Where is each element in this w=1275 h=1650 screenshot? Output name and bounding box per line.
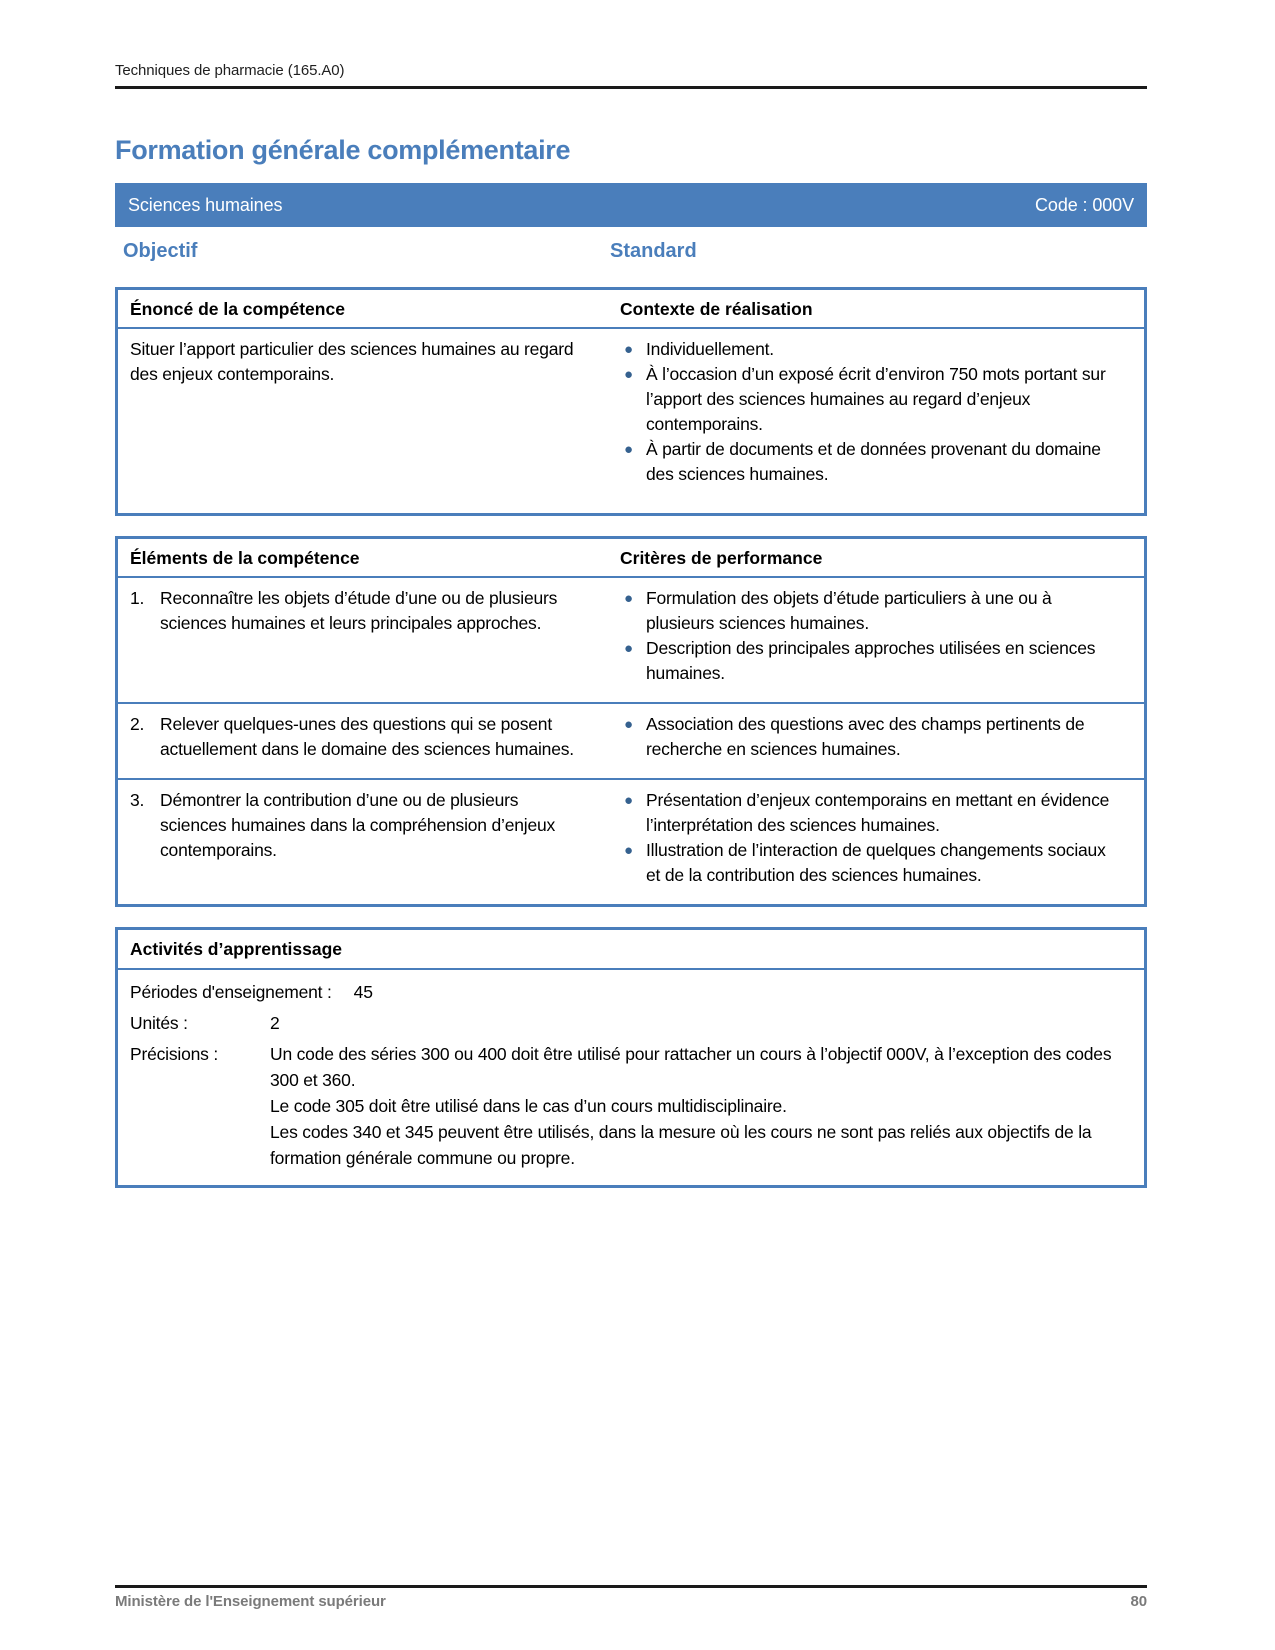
contexte-cell: [608, 329, 1144, 513]
criteria-cell: [608, 780, 1144, 904]
criteria-cell: [608, 704, 1144, 778]
element-number: 1.: [130, 588, 145, 608]
bullet-icon: ●: [624, 640, 633, 657]
elements-table: [115, 536, 1147, 907]
footer-page-number: 80: [1130, 1593, 1147, 1610]
contexte-bullet-text: À l’occasion d’un exposé écrit d’environ 750 mots portant sur l’apport des sciences humaines au regard d’enjeux contemporains.: [646, 364, 1106, 434]
criteria-cell: [608, 578, 1144, 702]
bullet-icon: ●: [624, 792, 633, 809]
precision-paragraph: Le code 305 doit être utilisé dans le cas d’un cours multidisciplinaire.: [270, 1096, 787, 1116]
periodes-label: Périodes d'enseignement :: [130, 982, 332, 1002]
criteria-bullet-item: [620, 788, 1130, 838]
banner-course-label: Sciences humaines: [128, 194, 283, 215]
column-headings: [115, 240, 1147, 270]
spacer: [248, 1010, 270, 1036]
element-numbered-item: [130, 586, 594, 636]
page-footer: [115, 1585, 1147, 1610]
spacer: [332, 979, 354, 1005]
course-banner: [115, 183, 1147, 227]
competence-table-header-row: [118, 290, 1144, 329]
criteria-bullet-text: Association des questions avec des champs pertinents de recherche en sciences humaines.: [646, 714, 1085, 759]
bullet-icon: ●: [624, 842, 633, 859]
criteria-bullet-text: Présentation d’enjeux contemporains en mettant en évidence l’interprétation des sciences humaines.: [646, 790, 1110, 835]
element-row-3: [118, 778, 1144, 904]
competence-table-body-row: [118, 329, 1144, 513]
unites-row: [130, 1010, 1130, 1036]
standard-heading: Standard: [610, 240, 697, 262]
criteria-bullet-text: Description des principales approches utilisées en sciences humaines.: [646, 638, 1096, 683]
element-row-1: [118, 578, 1144, 702]
criteria-bullet-text: Formulation des objets d’étude particuliers à une ou à plusieurs sciences humaines.: [646, 588, 1052, 633]
page-title: Formation générale complémentaire: [115, 135, 571, 165]
criteres-header: Critères de performance: [620, 548, 823, 568]
bullet-icon: ●: [624, 341, 633, 358]
spacer: [248, 1041, 270, 1171]
precisions-content: [270, 1041, 1130, 1171]
activities-header: Activités d’apprentissage: [118, 930, 1144, 970]
periodes-row: [130, 979, 1130, 1005]
precision-paragraph: Les codes 340 et 345 peuvent être utilisés, dans la mesure où les cours ne sont pas reliés aux objectifs de la formation générale commune ou propre.: [270, 1122, 1092, 1168]
precisions-row: [130, 1041, 1130, 1171]
element-row-2: [118, 702, 1144, 778]
criteria-bullet-item: [620, 838, 1130, 888]
banner-course-code: Code : 000V: [1035, 194, 1134, 215]
criteria-bullet-text: Illustration de l’interaction de quelques changements sociaux et de la contribution des sciences humaines.: [646, 840, 1106, 885]
contexte-header: Contexte de réalisation: [620, 299, 813, 319]
bullet-icon: ●: [624, 441, 633, 458]
unites-value: 2: [270, 1013, 280, 1033]
activities-box: [115, 927, 1147, 1188]
precision-paragraph: Un code des séries 300 ou 400 doit être utilisé pour rattacher un cours à l’objectif 000V, à l’exception des codes 300 et 360.: [270, 1044, 1112, 1090]
element-text: Relever quelques-unes des questions qui se posent actuellement dans le domaine des sciences humaines.: [160, 714, 574, 759]
criteria-bullet-item: [620, 712, 1130, 762]
running-header: [115, 62, 1147, 89]
enonce-text: Situer l’apport particulier des sciences humaines au regard des enjeux contemporains.: [130, 339, 574, 384]
unites-label: Unités :: [130, 1013, 188, 1033]
criteria-bullet-item: [620, 636, 1130, 686]
contexte-bullet-item: [620, 437, 1130, 487]
objectif-heading: Objectif: [123, 240, 198, 262]
element-cell: [118, 578, 608, 702]
element-cell: [118, 780, 608, 904]
competence-table: [115, 287, 1147, 516]
footer-ministry-text: Ministère de l'Enseignement supérieur: [115, 1593, 386, 1610]
contexte-bullet-item: [620, 362, 1130, 437]
contexte-bullet-text: À partir de documents et de données provenant du domaine des sciences humaines.: [646, 439, 1101, 484]
activities-body: [118, 970, 1144, 1185]
criteria-bullet-item: [620, 586, 1130, 636]
enonce-cell: [118, 329, 608, 513]
enonce-header: Énoncé de la compétence: [130, 299, 345, 319]
element-cell: [118, 704, 608, 778]
elements-table-header-row: [118, 539, 1144, 578]
bullet-icon: ●: [624, 716, 633, 733]
precisions-label: Précisions :: [130, 1044, 219, 1064]
element-text: Démontrer la contribution d’une ou de plusieurs sciences humaines dans la compréhension d’enjeux contemporains.: [160, 790, 556, 860]
contexte-bullet-item: [620, 337, 1130, 362]
element-number: 2.: [130, 714, 145, 734]
element-numbered-item: [130, 712, 594, 762]
periodes-value: 45: [353, 982, 373, 1002]
element-number: 3.: [130, 790, 145, 810]
element-numbered-item: [130, 788, 594, 863]
element-text: Reconnaître les objets d’étude d’une ou de plusieurs sciences humaines et leurs principales approches.: [160, 588, 558, 633]
contexte-bullet-text: Individuellement.: [646, 339, 774, 359]
running-header-text: Techniques de pharmacie (165.A0): [115, 62, 345, 79]
page-content: [115, 0, 1147, 1188]
bullet-icon: ●: [624, 590, 633, 607]
bullet-icon: ●: [624, 366, 633, 383]
elements-header: Éléments de la compétence: [130, 548, 360, 568]
